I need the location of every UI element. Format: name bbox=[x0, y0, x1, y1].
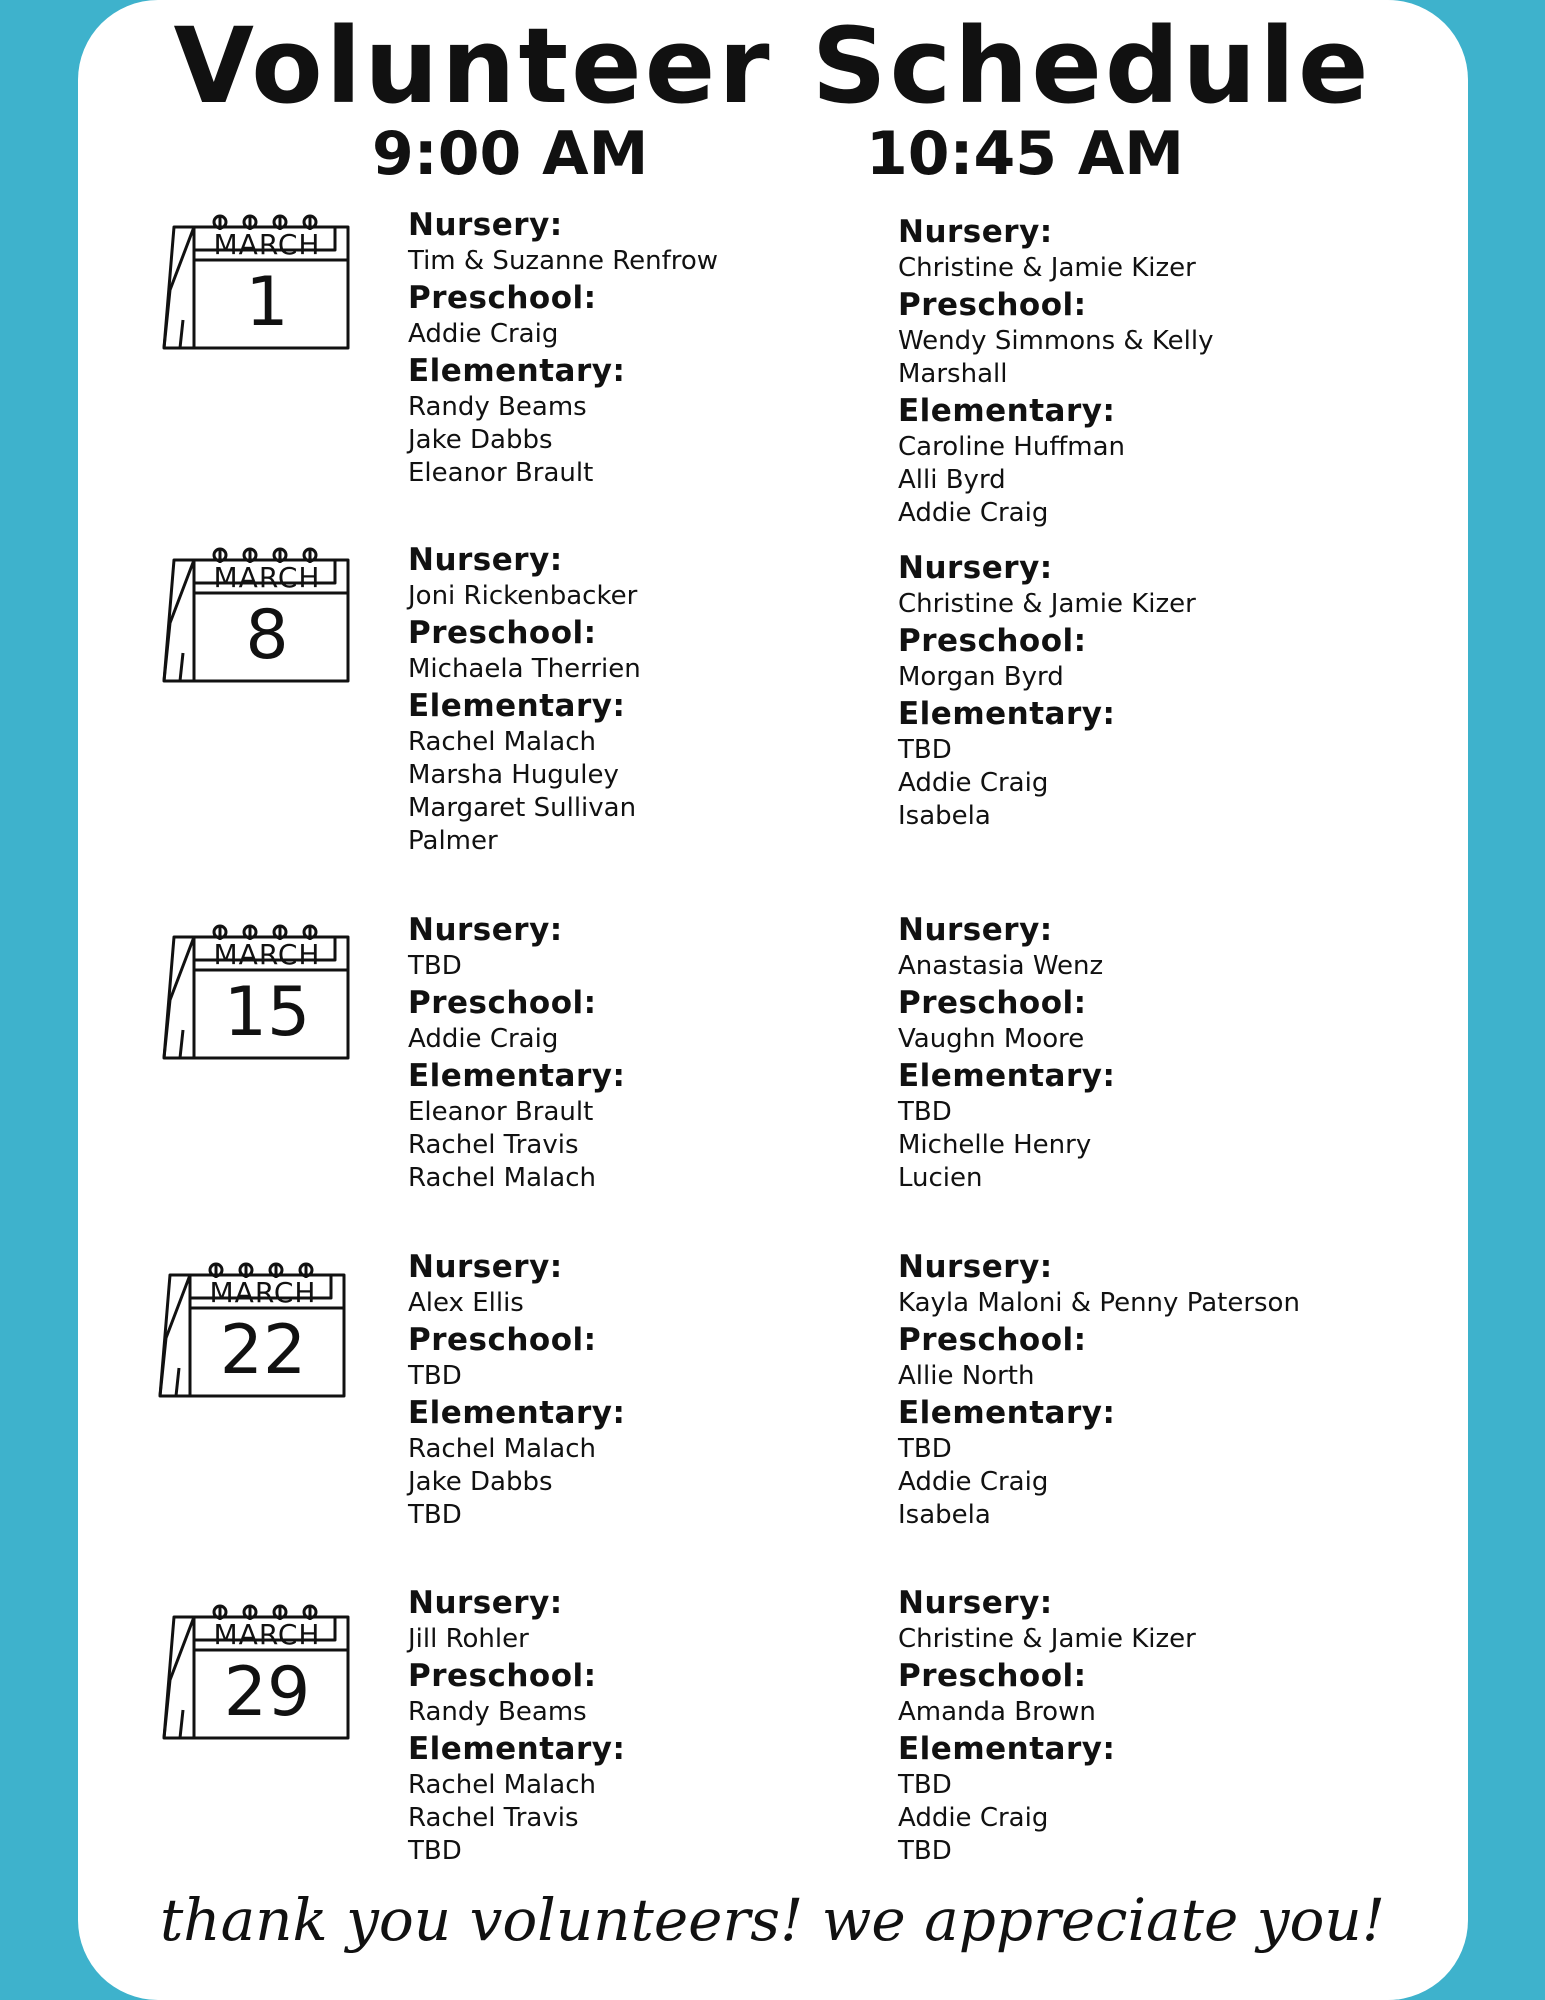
time-header-late: 10:45 AM bbox=[866, 119, 1185, 189]
volunteer-name: Jake Dabbs bbox=[408, 425, 553, 455]
elementary-heading: Elementary: bbox=[408, 688, 626, 724]
volunteer-name: Isabela bbox=[898, 801, 991, 831]
slot-1045am bbox=[898, 212, 1318, 530]
volunteer-name: TBD bbox=[898, 1770, 952, 1800]
calendar-month: MARCH bbox=[209, 1276, 317, 1309]
volunteer-name: Addie Craig bbox=[408, 319, 559, 349]
volunteer-name: Addie Craig bbox=[408, 1024, 559, 1054]
elementary-heading: Elementary: bbox=[898, 1058, 1116, 1094]
volunteer-name: Christine & Jamie Kizer bbox=[898, 589, 1196, 619]
calendar-month: MARCH bbox=[213, 938, 321, 971]
nursery-heading: Nursery: bbox=[898, 912, 1053, 948]
preschool-heading: Preschool: bbox=[408, 615, 597, 651]
volunteer-name: Christine & Jamie Kizer bbox=[898, 1624, 1196, 1654]
preschool-heading: Preschool: bbox=[408, 280, 597, 316]
calendar-icon bbox=[156, 1258, 346, 1400]
volunteer-name: Addie Craig bbox=[898, 498, 1049, 528]
elementary-heading: Elementary: bbox=[408, 1731, 626, 1767]
volunteer-name: Wendy Simmons & Kelly Marshall bbox=[898, 326, 1214, 389]
calendar-icon bbox=[160, 920, 350, 1062]
volunteer-name: Rachel Malach bbox=[408, 1434, 596, 1464]
nursery-heading: Nursery: bbox=[408, 542, 563, 578]
calendar-day: 1 bbox=[245, 263, 289, 342]
volunteer-name: Margaret Sullivan bbox=[408, 793, 637, 823]
calendar-month: MARCH bbox=[213, 561, 321, 594]
volunteer-name: TBD bbox=[898, 1434, 952, 1464]
volunteer-name: TBD bbox=[408, 1361, 462, 1391]
volunteer-name: Amanda Brown bbox=[898, 1697, 1096, 1727]
nursery-heading: Nursery: bbox=[408, 1585, 563, 1621]
slot-1045am bbox=[898, 1583, 1318, 1868]
slot-9am bbox=[408, 205, 828, 490]
volunteer-name: Lucien bbox=[898, 1163, 983, 1193]
volunteer-name: TBD bbox=[898, 1097, 952, 1127]
volunteer-name: Rachel Malach bbox=[408, 727, 596, 757]
volunteer-name: Joni Rickenbacker bbox=[408, 581, 638, 611]
volunteer-name: Alli Byrd bbox=[898, 465, 1006, 495]
volunteer-name: Michaela Therrien bbox=[408, 654, 641, 684]
slot-9am bbox=[408, 540, 828, 858]
slot-1045am bbox=[898, 548, 1318, 833]
volunteer-name: Eleanor Brault bbox=[408, 1097, 594, 1127]
volunteer-name: Allie North bbox=[898, 1361, 1035, 1391]
calendar-month: MARCH bbox=[213, 1618, 321, 1651]
volunteer-name: Isabela bbox=[898, 1500, 991, 1530]
volunteer-name: Michelle Henry bbox=[898, 1130, 1092, 1160]
calendar-icon bbox=[160, 210, 350, 352]
volunteer-name: Rachel Travis bbox=[408, 1130, 579, 1160]
page-title: Volunteer Schedule bbox=[173, 5, 1372, 127]
slot-1045am bbox=[898, 910, 1318, 1195]
volunteer-name: Addie Craig bbox=[898, 768, 1049, 798]
preschool-heading: Preschool: bbox=[898, 287, 1087, 323]
nursery-heading: Nursery: bbox=[898, 214, 1053, 250]
nursery-heading: Nursery: bbox=[898, 1249, 1053, 1285]
calendar-icon bbox=[160, 543, 350, 685]
volunteer-name: TBD bbox=[408, 1500, 462, 1530]
volunteer-name: Caroline Huffman bbox=[898, 432, 1125, 462]
volunteer-name: TBD bbox=[898, 735, 952, 765]
volunteer-name: Addie Craig bbox=[898, 1467, 1049, 1497]
volunteer-name: Rachel Travis bbox=[408, 1803, 579, 1833]
volunteer-name: TBD bbox=[408, 1836, 462, 1866]
calendar-day: 8 bbox=[245, 596, 289, 675]
thank-you-footer: thank you volunteers! we appreciate you! bbox=[159, 1886, 1386, 1954]
elementary-heading: Elementary: bbox=[408, 353, 626, 389]
elementary-heading: Elementary: bbox=[408, 1058, 626, 1094]
calendar-day: 29 bbox=[223, 1653, 311, 1732]
slot-9am bbox=[408, 1583, 828, 1868]
volunteer-name: Randy Beams bbox=[408, 392, 587, 422]
volunteer-name: Anastasia Wenz bbox=[898, 951, 1104, 981]
preschool-heading: Preschool: bbox=[408, 1322, 597, 1358]
volunteer-name: TBD bbox=[408, 951, 462, 981]
nursery-heading: Nursery: bbox=[898, 1585, 1053, 1621]
volunteer-name: Marsha Huguley bbox=[408, 760, 619, 790]
preschool-heading: Preschool: bbox=[898, 985, 1087, 1021]
nursery-heading: Nursery: bbox=[898, 550, 1053, 586]
volunteer-name: Jill Rohler bbox=[408, 1624, 529, 1654]
volunteer-name: Palmer bbox=[408, 826, 498, 856]
nursery-heading: Nursery: bbox=[408, 207, 563, 243]
calendar-icon bbox=[160, 1600, 350, 1742]
volunteer-name: Alex Ellis bbox=[408, 1288, 524, 1318]
preschool-heading: Preschool: bbox=[408, 985, 597, 1021]
preschool-heading: Preschool: bbox=[898, 1658, 1087, 1694]
elementary-heading: Elementary: bbox=[898, 1395, 1116, 1431]
nursery-heading: Nursery: bbox=[408, 1249, 563, 1285]
volunteer-name: Eleanor Brault bbox=[408, 458, 594, 488]
volunteer-name: Randy Beams bbox=[408, 1697, 587, 1727]
volunteer-name: Jake Dabbs bbox=[408, 1467, 553, 1497]
volunteer-name: Christine & Jamie Kizer bbox=[898, 253, 1196, 283]
nursery-heading: Nursery: bbox=[408, 912, 563, 948]
calendar-day: 15 bbox=[223, 973, 311, 1052]
volunteer-name: Tim & Suzanne Renfrow bbox=[408, 246, 719, 276]
preschool-heading: Preschool: bbox=[898, 1322, 1087, 1358]
volunteer-name: Rachel Malach bbox=[408, 1163, 596, 1193]
volunteer-name: Vaughn Moore bbox=[898, 1024, 1085, 1054]
volunteer-name: Addie Craig bbox=[898, 1803, 1049, 1833]
volunteer-name: TBD bbox=[898, 1836, 952, 1866]
volunteer-name: Morgan Byrd bbox=[898, 662, 1064, 692]
time-header-early: 9:00 AM bbox=[372, 119, 649, 189]
slot-1045am bbox=[898, 1247, 1318, 1532]
volunteer-name: Rachel Malach bbox=[408, 1770, 596, 1800]
elementary-heading: Elementary: bbox=[898, 696, 1116, 732]
slot-9am bbox=[408, 1247, 828, 1532]
preschool-heading: Preschool: bbox=[408, 1658, 597, 1694]
preschool-heading: Preschool: bbox=[898, 623, 1087, 659]
slot-9am bbox=[408, 910, 828, 1195]
calendar-month: MARCH bbox=[213, 228, 321, 261]
elementary-heading: Elementary: bbox=[898, 1731, 1116, 1767]
volunteer-name: Kayla Maloni & Penny Paterson bbox=[898, 1288, 1300, 1318]
elementary-heading: Elementary: bbox=[408, 1395, 626, 1431]
calendar-day: 22 bbox=[219, 1311, 307, 1390]
elementary-heading: Elementary: bbox=[898, 393, 1116, 429]
